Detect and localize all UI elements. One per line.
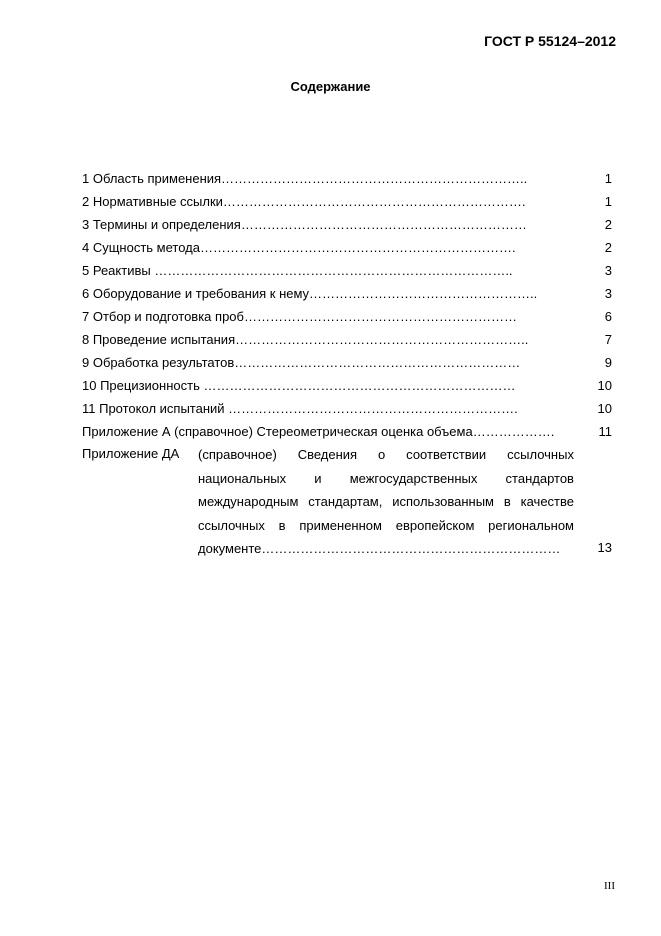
appendix-da-line: документе…………………………………………………………… (198, 541, 561, 556)
toc-entry-title: 10 Прецизионность ……………………………………………………………… (82, 378, 516, 393)
toc-entry[interactable] (82, 262, 612, 285)
word: стандартов (505, 470, 574, 486)
toc-entry[interactable] (82, 308, 612, 331)
toc-entry[interactable] (82, 285, 612, 308)
page-number: III (604, 880, 615, 892)
toc-entry-page: 13 (597, 540, 612, 555)
appendix-da-line (198, 446, 574, 470)
toc-entry-title: 4 Сущность метода………………………………………………………………. (82, 240, 516, 255)
appendix-da-line (198, 470, 574, 494)
toc-entry[interactable] (82, 170, 612, 193)
toc-entry-title: 5 Реактивы ……………………………………………………………………….. (82, 263, 513, 278)
word: Сведения (297, 447, 358, 462)
toc-entry[interactable] (82, 400, 612, 423)
toc-entry-appendix-da[interactable] (82, 446, 612, 564)
table-of-contents (82, 170, 612, 564)
toc-entry[interactable] (82, 354, 612, 377)
word: соответствии (406, 447, 487, 462)
toc-entry-page: 9 (604, 355, 612, 370)
toc-entry-title: 11 Протокол испытаний …………………………………………………………. (82, 401, 518, 416)
word: (справочное) (198, 447, 277, 462)
toc-entry-title: 2 Нормативные ссылки……………………………………………………………. (82, 194, 526, 209)
toc-entry-page: 1 (604, 171, 612, 186)
word: национальных (198, 470, 287, 486)
toc-entry-title: 6 Оборудование и требования к нему…………………………………………….. (82, 286, 538, 301)
toc-entry-page: 10 (597, 378, 612, 393)
toc-entry-page: 3 (604, 286, 612, 301)
toc-entry-title: 1 Область применения…………………………………………………………….. (82, 171, 528, 186)
toc-entry-page: 7 (604, 332, 612, 347)
toc-entry-page: 3 (604, 263, 612, 278)
toc-entry[interactable] (82, 423, 612, 446)
page-title: Содержание (290, 79, 371, 94)
toc-entry-title: 7 Отбор и подготовка проб……………………………………………………… (82, 309, 517, 324)
appendix-da-line: международным стандартам, использованным в качестве (198, 494, 574, 509)
toc-entry[interactable] (82, 239, 612, 262)
toc-entry-page: 2 (604, 240, 612, 255)
appendix-da-title (198, 446, 574, 564)
toc-entry-page: 1 (604, 194, 612, 209)
word: о (378, 447, 386, 462)
toc-entry-title: 9 Обработка результатов………………………………………………………… (82, 355, 521, 370)
word: ссылочных (507, 447, 574, 462)
toc-entry[interactable] (82, 193, 612, 216)
toc-entry[interactable] (82, 377, 612, 400)
toc-entry-title: 3 Термины и определения………………………………………………………… (82, 217, 527, 232)
toc-entry-title: Приложение А (справочное) Стереометрическая оценка объема………………. (82, 424, 555, 439)
toc-entry-title: 8 Проведение испытания………………………………………………………….. (82, 332, 529, 347)
toc-entry-page: 6 (604, 309, 612, 324)
toc-entry-page: 2 (604, 217, 612, 232)
word: и (314, 470, 322, 486)
toc-entry[interactable] (82, 216, 612, 239)
toc-entry-page: 10 (597, 401, 612, 416)
appendix-da-line: ссылочных в примененном европейском региональном (198, 517, 574, 533)
word: межгосударственных (349, 470, 478, 486)
document-code: ГОСТ Р 55124–2012 (484, 33, 616, 49)
toc-entry-page: 11 (598, 424, 612, 439)
toc-entry[interactable] (82, 331, 612, 354)
appendix-da-label: Приложение ДА (82, 446, 180, 461)
